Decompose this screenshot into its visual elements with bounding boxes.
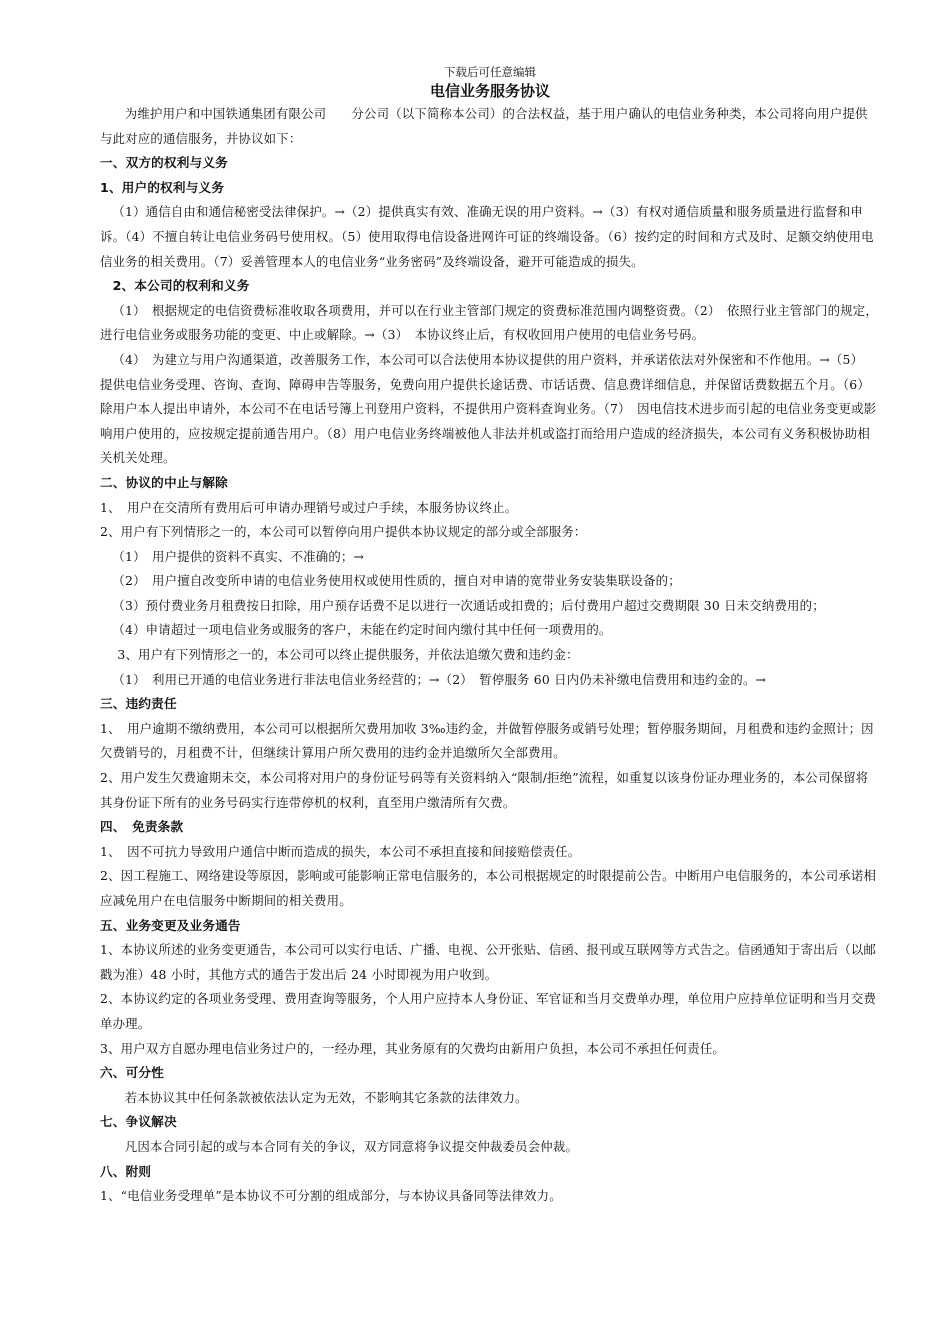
section-heading: 三、违约责任 (100, 696, 177, 712)
paragraph: 3、用户双方自愿办理电信业务过户的，一经办理，其业务原有的欠费均由新用户负担，本公司不承担任何责任。 (100, 1040, 726, 1056)
paragraph: 1、“电信业务受理单”是本协议不可分割的组成部分，与本协议具备同等法律效力。 (100, 1188, 562, 1204)
paragraph: （1）通信自由和通信秘密受法律保护。→（2）提供真实有效、准确无误的用户资料。→（3）有权对通信质量和服务质量进行监督和申诉。（4）不擅自转让电信业务码号使用权。（5）使用取得电信设备进网许可证的终端设备。（6）按约定的时间和方式及时、足额交纳使用电信业务的相关费用。（7）妥善管理本人的电信业务“业务密码”及终端设备，避开可能造成的损失。 (100, 204, 874, 269)
paragraph: 若本协议其中任何条款被依法认定为无效，不影响其它条款的法律效力。 (124, 1089, 528, 1105)
document-title: 电信业务服务协议 (429, 82, 550, 100)
page-header: 下载后可任意编辑 (444, 65, 536, 79)
paragraph: 凡因本合同引起的或与本合同有关的争议，双方同意将争议提交仲裁委员会仲裁。 (124, 1138, 579, 1154)
section-heading: 八、附则 (100, 1163, 152, 1179)
paragraph: 3、用户有下列情形之一的，本公司可以终止提供服务，并依法追缴欠费和违约金： (117, 647, 579, 663)
paragraph: 2、用户发生欠费逾期未交，本公司将对用户的身份证号码等有关资料纳入“限制/拒绝”流程，如重复以该身份证办理业务的，本公司保留将其身份证下所有的业务号码实行连带停机的权利，直至用户缴清所有欠费。 (100, 770, 869, 810)
paragraph: （1） 用户提供的资料不真实、不准确的；→ (112, 548, 365, 564)
document-body (100, 102, 880, 1209)
section-heading: 四、 免责条款 (100, 819, 184, 835)
paragraph: 为维护用户和中国铁通集团有限公司 分公司（以下简称本公司）的合法权益，基于用户确认的电信业务种类，本公司将向用户提供与此对应的通信服务，并协议如下： (100, 106, 868, 146)
paragraph: 2、因工程施工、网络建设等原因，影响或可能影响正常电信服务的，本公司根据规定的时限提前公告。中断用户电信服务的，本公司承诺相应减免用户在电信服务中断期间的相关费用。 (100, 868, 877, 908)
section-heading: 2、本公司的权利和义务 (112, 278, 250, 294)
paragraph: （1） 根据规定的电信资费标准收取各项费用，并可以在行业主管部门规定的资费标准范围内调整资费。（2） 依照行业主管部门的规定，进行电信业务或服务功能的变更、中止或解除。→（3） 本协议终止后，有权收回用户使用的电信业务号码。 (100, 302, 878, 343)
paragraph: 1、 用户在交清所有费用后可申请办理销号或过户手续，本服务协议终止。 (100, 499, 518, 515)
section-heading: 五、业务变更及业务通告 (100, 917, 241, 933)
paragraph: 2、用户有下列情形之一的，本公司可以暂停向用户提供本协议规定的部分或全部服务： (100, 524, 587, 540)
paragraph: （3）预付费业务月租费按日扣除，用户预存话费不足以进行一次通话或扣费的；后付费用户超过交费期限 30 日未交纳费用的； (112, 597, 825, 613)
document-page (100, 64, 880, 1209)
paragraph: 1、 用户逾期不缴纳费用，本公司可以根据所欠费用加收 3‰违约金，并做暂停服务或销号处理；暂停服务期间，月租费和违约金照计；因欠费销号的，月租费不计，但继续计算用户所欠费用的违约金并追缴所欠全部费用。 (100, 720, 874, 761)
paragraph: 1、本协议所述的业务变更通告，本公司可以实行电话、广播、电视、公开张贴、信函、报刊或互联网等方式告之。信函通知于寄出后（以邮戳为准）48 小时，其他方式的通告于发出后 24 小时即视为用户收到。 (100, 942, 877, 982)
section-heading: 七、争议解决 (100, 1114, 177, 1130)
section-heading: 二、协议的中止与解除 (100, 474, 228, 490)
paragraph: （1） 利用已开通的电信业务进行非法电信业务经营的；→（2） 暂停服务 60 日内仍未补缴电信费用和违约金的。→ (112, 671, 767, 687)
paragraph: （2） 用户擅自改变所申请的电信业务使用权或使用性质的，擅自对申请的宽带业务安装集联设备的； (112, 573, 681, 589)
section-heading: 六、可分性 (100, 1065, 164, 1081)
paragraph: （4） 为建立与用户沟通渠道，改善服务工作，本公司可以合法使用本协议提供的用户资料，并承诺依法对外保密和不作他用。→（5） 提供电信业务受理、咨询、查询、障碍申告等服务，免费向用户提供长途话费、市话话费、信息费详细信息，并保留话费数据五个月。（6） 除用户本人提出申请外，本公司不在电话号簿上刊登用户资料，不提供用户资料查询业务。（7） 因电信技术进步而引起的电信业务变更或影响用户使用的，应按规定提前通告用户。（8）用户电信业务终端被他人非法并机或盗打而给用户造成的经济损失，本公司有义务积极协助相关机关处理。 (100, 351, 877, 466)
section-heading: 1、用户的权利与义务 (100, 179, 225, 195)
paragraph: 2、本协议约定的各项业务受理、费用查询等服务，个人用户应持本人身份证、军官证和当月交费单办理，单位用户应持单位证明和当月交费单办理。 (100, 991, 877, 1031)
paragraph: （4）申请超过一项电信业务或服务的客户，未能在约定时间内缴付其中任何一项费用的。 (112, 622, 612, 638)
section-heading: 一、双方的权利与义务 (100, 155, 228, 171)
paragraph: 1、 因不可抗力导致用户通信中断而造成的损失，本公司不承担直接和间接赔偿责任。 (100, 843, 581, 859)
